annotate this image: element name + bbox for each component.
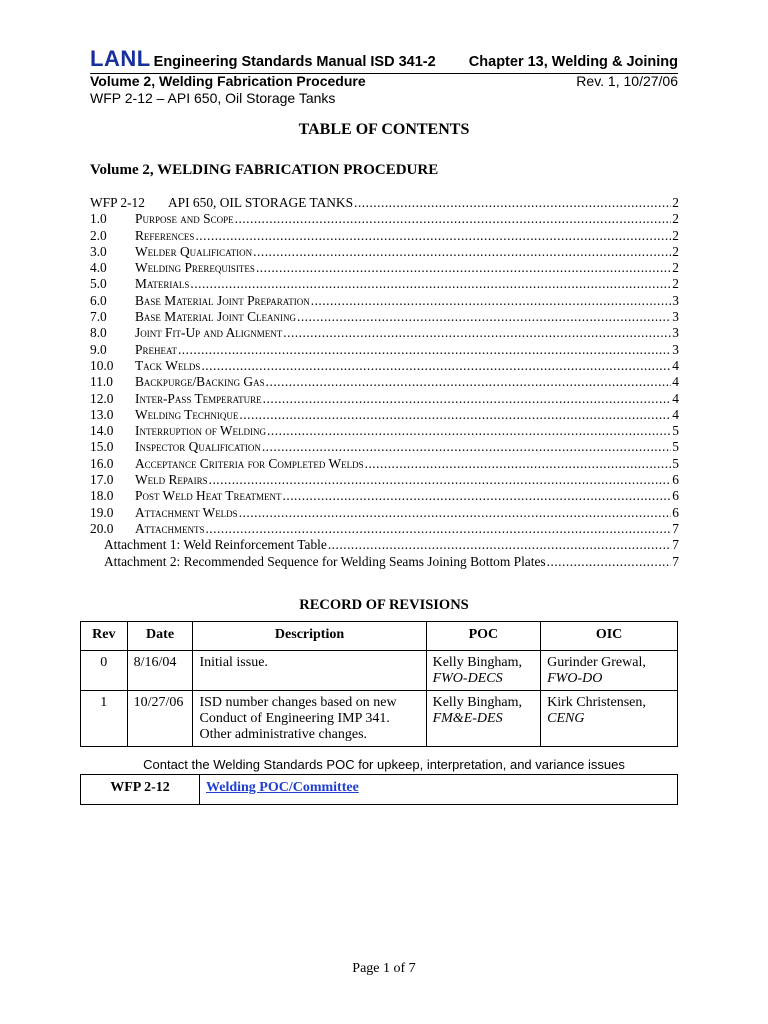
toc-entry[interactable]: 9.0 Preheat ..... 3 xyxy=(90,342,679,358)
toc-entry[interactable]: WFP 2-12 API 650, OIL STORAGE TANKS ..... 2 xyxy=(90,195,679,211)
oic-name: Gurinder Grewal, xyxy=(547,655,646,670)
rev-cell: 1 xyxy=(81,691,128,747)
volume-heading: Volume 2, WELDING FABRICATION PROCEDURE xyxy=(90,162,439,178)
table-row xyxy=(81,651,678,691)
date-cell: 10/27/06 xyxy=(127,691,193,747)
column-header: OIC xyxy=(541,622,678,651)
contact-table xyxy=(80,774,678,805)
toc-entry[interactable]: 18.0 Post Weld Heat Treatment ..... 6 xyxy=(90,488,679,504)
oic-org: CENG xyxy=(547,711,585,726)
column-header: POC xyxy=(426,622,541,651)
toc-entry[interactable]: 12.0 Inter-Pass Temperature ..... 4 xyxy=(90,391,679,407)
poc-cell xyxy=(426,691,541,747)
volume-title: Volume 2, Welding Fabrication Procedure xyxy=(90,73,366,89)
column-header: Rev xyxy=(81,622,128,651)
toc-entry[interactable]: 1.0 Purpose and Scope ..... 2 xyxy=(90,211,679,227)
welding-poc-committee-link[interactable]: Welding POC/Committee xyxy=(206,780,359,795)
oic-cell xyxy=(541,691,678,747)
chapter-title: Chapter 13, Welding & Joining xyxy=(468,54,678,70)
column-header: Description xyxy=(193,622,426,651)
description-cell: Initial issue. xyxy=(193,651,426,691)
table-of-contents xyxy=(90,195,679,570)
wfp-id-cell: WFP 2-12 xyxy=(81,775,200,805)
table-row xyxy=(81,691,678,747)
manual-title: Engineering Standards Manual ISD 341-2 xyxy=(153,54,436,70)
toc-entry[interactable]: 2.0 References ..... 2 xyxy=(90,228,679,244)
revisions-heading: RECORD OF REVISIONS xyxy=(299,597,469,613)
header-line-2 xyxy=(90,73,678,89)
contact-note: Contact the Welding Standards POC for upkeep, interpretation, and variance issues xyxy=(143,757,625,772)
poc-name: Kelly Bingham, xyxy=(432,695,523,710)
toc-entry[interactable]: 5.0 Materials ..... 2 xyxy=(90,276,679,292)
revision-label: Rev. 1, 10/27/06 xyxy=(576,73,678,89)
link-cell xyxy=(200,775,678,805)
header-line-1 xyxy=(90,46,678,74)
toc-entry[interactable]: 3.0 Welder Qualification ..... 2 xyxy=(90,244,679,260)
toc-entry-attachment[interactable]: Attachment 1: Weld Reinforcement Table ..... 7 xyxy=(90,537,679,553)
header-line-3: WFP 2-12 – API 650, Oil Storage Tanks xyxy=(90,90,336,106)
poc-cell xyxy=(426,651,541,691)
date-cell: 8/16/04 xyxy=(127,651,193,691)
table-header-row xyxy=(81,622,678,651)
table-row xyxy=(81,775,678,805)
poc-name: Kelly Bingham, xyxy=(432,655,523,670)
lanl-logo: LANL xyxy=(90,46,151,71)
toc-entry[interactable]: 8.0 Joint Fit-Up and Alignment ..... 3 xyxy=(90,325,679,341)
toc-entry[interactable]: 6.0 Base Material Joint Preparation ..... 3 xyxy=(90,293,679,309)
oic-name: Kirk Christensen, xyxy=(547,695,646,710)
column-header: Date xyxy=(127,622,193,651)
toc-entry[interactable]: 17.0 Weld Repairs ..... 6 xyxy=(90,472,679,488)
toc-entry[interactable]: 4.0 Welding Prerequisites ..... 2 xyxy=(90,260,679,276)
toc-entry[interactable]: 7.0 Base Material Joint Cleaning ..... 3 xyxy=(90,309,679,325)
revisions-table xyxy=(80,621,678,747)
toc-entry[interactable]: 19.0 Attachment Welds ..... 6 xyxy=(90,505,679,521)
toc-heading: TABLE OF CONTENTS xyxy=(298,121,470,138)
toc-entry[interactable]: 14.0 Interruption of Welding ..... 5 xyxy=(90,423,679,439)
toc-entry[interactable]: 16.0 Acceptance Criteria for Completed Welds ..... 5 xyxy=(90,456,679,472)
toc-entry[interactable]: 20.0 Attachments ..... 7 xyxy=(90,521,679,537)
description-cell: ISD number changes based on new Conduct of Engineering IMP 341. Other administrative changes. xyxy=(193,691,426,747)
toc-entry[interactable]: 10.0 Tack Welds ..... 4 xyxy=(90,358,679,374)
poc-org: FWO-DECS xyxy=(432,671,503,686)
toc-entry[interactable]: 15.0 Inspector Qualification ..... 5 xyxy=(90,439,679,455)
toc-entry[interactable]: 11.0 Backpurge/Backing Gas ..... 4 xyxy=(90,374,679,390)
page-number: Page 1 of 7 xyxy=(352,961,416,976)
rev-cell: 0 xyxy=(81,651,128,691)
poc-org: FM&E-DES xyxy=(432,711,503,726)
oic-org: FWO-DO xyxy=(547,671,603,686)
toc-entry[interactable]: 13.0 Welding Technique ..... 4 xyxy=(90,407,679,423)
oic-cell xyxy=(541,651,678,691)
toc-entry-attachment[interactable]: Attachment 2: Recommended Sequence for Welding Seams Joining Bottom Plates ..... 7 xyxy=(90,554,679,570)
